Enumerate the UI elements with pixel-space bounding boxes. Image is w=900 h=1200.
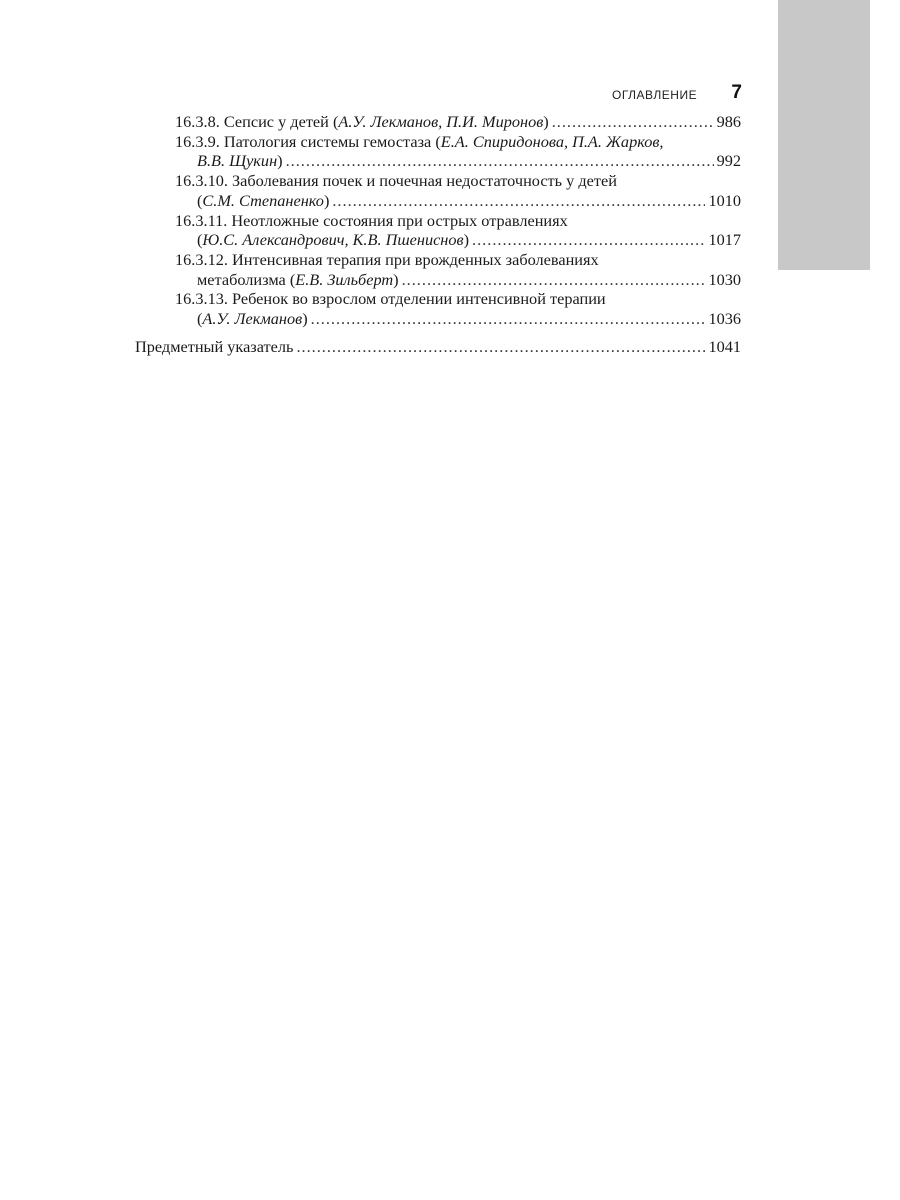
toc-entry-text-cont: (Ю.С. Александрович, К.В. Пшениснов) xyxy=(197,230,470,250)
toc-entry-text-cont: В.В. Щукин) xyxy=(197,151,283,171)
toc-entry-text: 16.3.10. Заболевания почек и почечная недостаточность у детей xyxy=(175,171,617,191)
toc-entry-16-3-8[interactable] xyxy=(135,112,741,132)
toc-entry-authors: Е.В. Зильберт xyxy=(295,269,394,289)
toc-entry-text: 16.3.12. Интенсивная терапия при врожденных заболеваниях xyxy=(175,249,599,269)
toc-entry-page: 1036 xyxy=(708,309,741,329)
toc-entry-page: 1030 xyxy=(708,269,741,289)
toc-entry-authors: С.М. Степаненко xyxy=(202,190,324,210)
leader-dots xyxy=(296,337,705,357)
toc-entry-index[interactable] xyxy=(135,337,741,357)
toc-entry-authors: А.У. Лекманов xyxy=(202,309,303,329)
toc-entry-page: 986 xyxy=(716,112,741,131)
toc-entry-authors: Е.А. Спиридонова, П.А. Жарков, xyxy=(440,131,664,151)
running-title: ОГЛАВЛЕНИЕ xyxy=(612,88,698,102)
toc-entry-text: 16.3.9. Патология системы гемостаза (Е.А. Спиридонова, П.А. Жарков, xyxy=(175,131,664,151)
toc-entry-text-cont: метаболизма (Е.В. Зильберт) xyxy=(197,269,399,289)
leader-dots xyxy=(311,309,706,329)
leader-dots xyxy=(472,230,705,250)
toc-entry-text: 16.3.13. Ребенок во взрослом отделении интенсивной терапии xyxy=(175,289,606,309)
leader-dots xyxy=(286,151,714,171)
page-header xyxy=(560,82,742,106)
toc-entry-16-3-13[interactable] xyxy=(135,289,741,328)
toc-entry-text-cont: (А.У. Лекманов) xyxy=(197,309,308,329)
table-of-contents xyxy=(135,112,741,356)
toc-entry-page: 1010 xyxy=(708,190,741,210)
leader-dots xyxy=(402,270,706,290)
toc-entry-16-3-9[interactable] xyxy=(135,132,741,171)
toc-entry-page: 1041 xyxy=(708,336,741,356)
toc-entry-authors: А.У. Лекманов, П.И. Миронов xyxy=(338,112,544,131)
toc-entry-16-3-12[interactable] xyxy=(135,250,741,289)
toc-entry-text-cont: (С.М. Степаненко) xyxy=(197,190,330,210)
toc-entry-text: 16.3.8. Сепсис у детей (А.У. Лекманов, П.И. Миронов) xyxy=(175,112,549,131)
toc-entry-text: Предметный указатель xyxy=(135,336,294,356)
toc-entry-16-3-11[interactable] xyxy=(135,211,741,250)
leader-dots xyxy=(332,191,705,211)
leader-dots xyxy=(552,112,714,132)
toc-entry-text: 16.3.11. Неотложные состояния при острых отравлениях xyxy=(175,210,568,230)
toc-entry-page: 992 xyxy=(716,151,741,171)
toc-entry-authors: Ю.С. Александрович, К.В. Пшениснов xyxy=(202,230,464,250)
page-number: 7 xyxy=(731,82,742,103)
toc-entry-16-3-10[interactable] xyxy=(135,171,741,210)
thumb-index-tab xyxy=(778,0,870,270)
toc-entry-page: 1017 xyxy=(708,230,741,250)
toc-entry-authors: В.В. Щукин xyxy=(197,151,278,171)
